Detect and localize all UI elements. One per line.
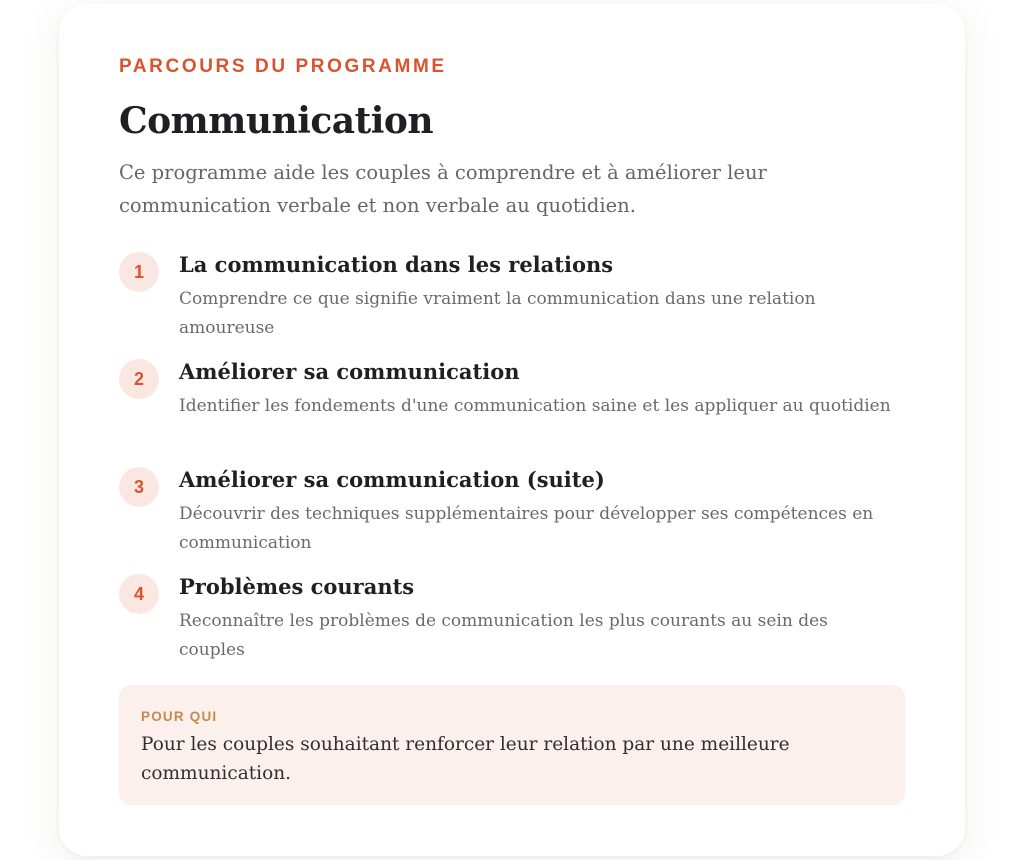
step-description: Découvrir des techniques supplémentaires pour développer ses compétences en communication xyxy=(179,504,874,553)
step-title: Améliorer sa communication (suite) xyxy=(179,467,605,492)
audience-callout xyxy=(119,685,905,805)
step-number-badge: 1 xyxy=(119,252,159,292)
step-number-badge: 2 xyxy=(119,359,159,399)
program-title: Communication xyxy=(119,100,434,142)
step-description: Reconnaître les problèmes de communication les plus courants au sein des couples xyxy=(179,611,828,660)
section-eyebrow: PARCOURS DU PROGRAMME xyxy=(119,56,447,77)
audience-label: POUR QUI xyxy=(141,709,218,724)
step-title: Améliorer sa communication xyxy=(179,359,520,384)
program-intro: Ce programme aide les couples à comprendre et à améliorer leur communication verbale et non verbale au quotidien. xyxy=(119,161,767,217)
step-description: Comprendre ce que signifie vraiment la communication dans une relation amoureuse xyxy=(179,289,816,338)
step-number-badge: 4 xyxy=(119,574,159,614)
step-title: Problèmes courants xyxy=(179,574,415,599)
audience-text: Pour les couples souhaitant renforcer leur relation par une meilleure communication. xyxy=(141,734,790,784)
step-title: La communication dans les relations xyxy=(179,252,614,277)
program-card xyxy=(59,4,965,856)
step-description: Identifier les fondements d'une communication saine et les appliquer au quotidien xyxy=(179,396,891,416)
step-number-badge: 3 xyxy=(119,467,159,507)
